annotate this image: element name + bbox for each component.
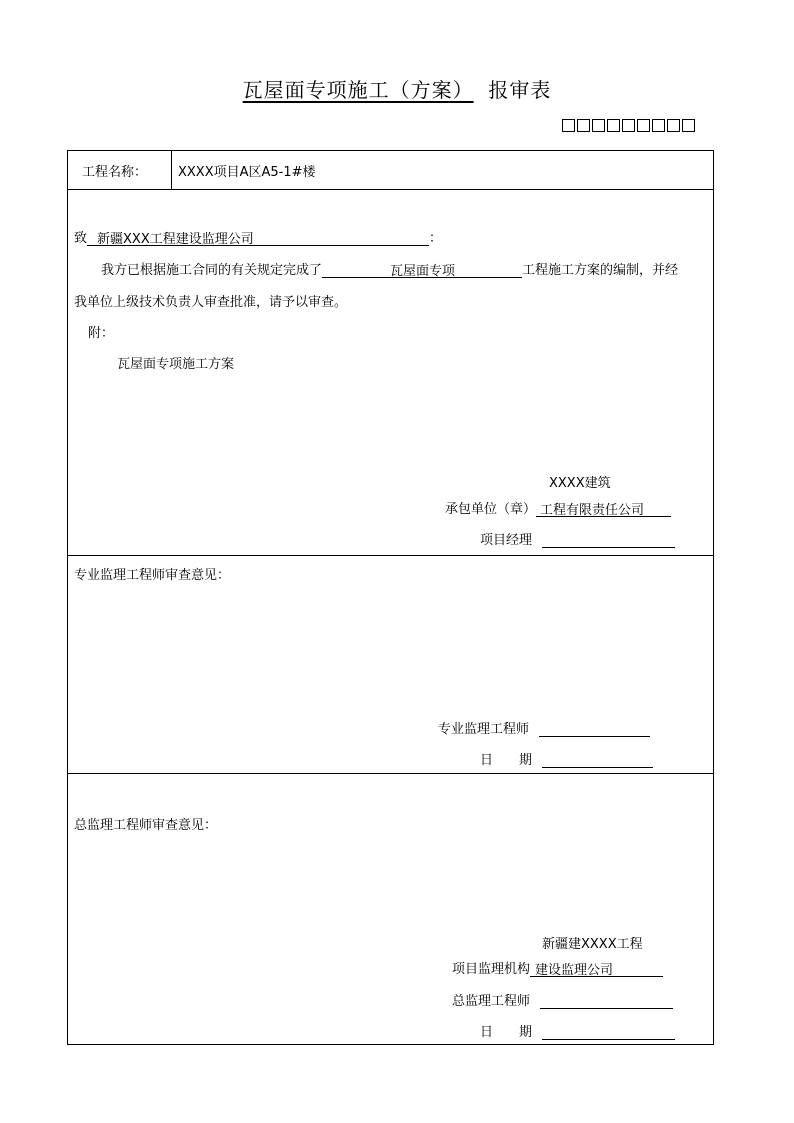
contractor-company-line1: XXXX建筑 <box>549 476 611 491</box>
specialist-date-line: 日 期 <box>480 749 653 768</box>
form-table <box>67 150 714 1045</box>
contractor-field: 工程有限责任公司 <box>536 499 671 517</box>
row-divider-1 <box>68 189 713 190</box>
code-box <box>562 119 575 132</box>
addressee-prefix: 致 <box>74 231 88 246</box>
supervision-org-line1: 新疆建XXXX工程 <box>542 937 643 952</box>
code-box <box>622 119 635 132</box>
specialist-signature-field <box>539 721 650 737</box>
project-name-value: XXXX项目A区A5-1#楼 <box>178 165 316 180</box>
header-divider <box>171 151 172 189</box>
page-title <box>0 74 794 103</box>
code-box <box>607 119 620 132</box>
chief-review-heading: 总监理工程师审查意见： <box>74 818 218 833</box>
manager-signature-field <box>542 532 675 548</box>
row-divider-2 <box>68 555 713 556</box>
chief-engineer-line: 总监理工程师 <box>452 990 673 1009</box>
code-box <box>577 119 590 132</box>
attachment-item: 瓦屋面专项施工方案 <box>117 357 235 372</box>
addressee-line <box>74 227 442 246</box>
code-box <box>592 119 605 132</box>
attachment-label: 附： <box>88 326 115 341</box>
statement-line-2: 我单位上级技术负责人审查批准，请予以审查。 <box>74 295 348 310</box>
code-box <box>667 119 680 132</box>
row-divider-3 <box>68 773 713 774</box>
supervision-org-field: 建设监理公司 <box>530 959 663 977</box>
statement-line-1: 我方已根据施工合同的有关规定完成了 瓦屋面专项 工程施工方案的编制，并经 <box>101 259 678 278</box>
title-tail: 报审表 <box>488 78 552 102</box>
title-main: 瓦屋面专项施工（方案） <box>242 78 474 102</box>
specialist-review-heading: 专业监理工程师审查意见： <box>74 568 231 583</box>
specialist-date-field <box>542 752 653 768</box>
chief-date-line: 日 期 <box>480 1021 675 1040</box>
project-name-label: 工程名称： <box>82 165 148 180</box>
supervision-org-line <box>452 958 663 977</box>
specialist-engineer-line: 专业监理工程师 <box>438 718 650 737</box>
contractor-line <box>445 498 671 517</box>
chief-signature-field <box>540 993 673 1009</box>
contractor-label: 承包单位（章） <box>445 502 537 517</box>
supervision-org-label: 项目监理机构 <box>452 962 531 977</box>
code-box <box>682 119 695 132</box>
code-box <box>637 119 650 132</box>
addressee-suffix: ： <box>429 231 443 246</box>
manager-line <box>480 529 675 548</box>
chief-date-field <box>542 1024 675 1040</box>
code-box <box>652 119 665 132</box>
document-code-boxes <box>562 119 695 132</box>
addressee-field: 新疆XXX工程建设监理公司 <box>87 228 429 246</box>
manager-label: 项目经理 <box>480 533 533 548</box>
scheme-name-field: 瓦屋面专项 <box>322 260 522 278</box>
